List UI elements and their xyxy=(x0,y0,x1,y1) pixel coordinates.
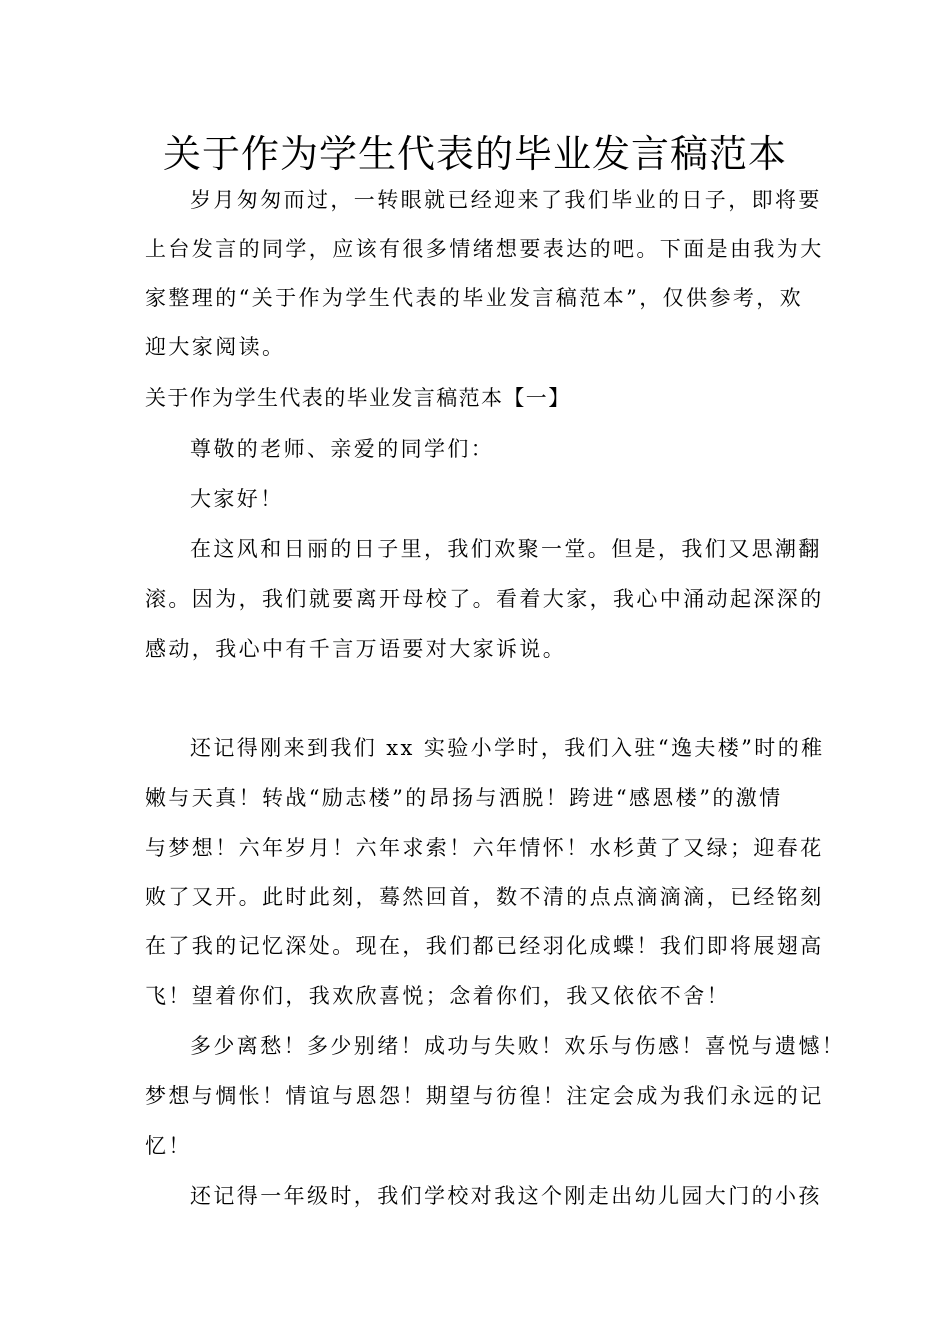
paragraph-line: 梦想与惆怅！情谊与恩怨！期望与彷徨！注定会成为我们永远的记 xyxy=(145,1084,824,1108)
paragraph-line: 多少离愁！多少别绪！成功与失败！欢乐与伤感！喜悦与遗憾！ xyxy=(190,1034,846,1058)
paragraph-line: 与梦想！六年岁月！六年求索！六年情怀！水杉黄了又绿；迎春花 xyxy=(145,836,824,860)
paragraph-line: 飞！望着你们，我欢欣喜悦；念着你们，我又依依不舍！ xyxy=(145,984,730,1008)
paragraph-line: 家整理的“关于作为学生代表的毕业发言稿范本”，仅供参考，欢 xyxy=(145,286,804,310)
paragraph-line: 嫩与天真！转战“励志楼”的昂扬与洒脱！跨进“感恩楼”的激情 xyxy=(145,786,783,810)
paragraph-line: 在这风和日丽的日子里，我们欢聚一堂。但是，我们又思潮翻 xyxy=(190,537,822,561)
salutation: 尊敬的老师、亲爱的同学们： xyxy=(190,437,495,461)
paragraph-line: 上台发言的同学，应该有很多情绪想要表达的吧。下面是由我为大 xyxy=(145,237,824,261)
paragraph-line: 滚。因为，我们就要离开母校了。看着大家，我心中涌动起深深的 xyxy=(145,587,824,611)
section-heading: 关于作为学生代表的毕业发言稿范本【一】 xyxy=(145,386,571,410)
paragraph-line: 还记得一年级时，我们学校对我这个刚走出幼儿园大门的小孩 xyxy=(190,1184,822,1208)
paragraph-line: 还记得刚来到我们 xx 实验小学时，我们入驻“逸夫楼”时的稚 xyxy=(190,736,825,760)
paragraph-line: 迎大家阅读。 xyxy=(145,335,286,359)
greeting: 大家好！ xyxy=(190,487,284,511)
paragraph-line: 败了又开。此时此刻，蓦然回首，数不清的点点滴滴滴，已经铭刻 xyxy=(145,885,824,909)
paragraph-line: 在了我的记忆深处。现在，我们都已经羽化成蝶！我们即将展翅高 xyxy=(145,934,824,958)
document-title: 关于作为学生代表的毕业发言稿范本 xyxy=(162,132,787,176)
paragraph-line: 忆！ xyxy=(145,1134,192,1158)
paragraph-line: 岁月匆匆而过，一转眼就已经迎来了我们毕业的日子，即将要 xyxy=(190,188,822,212)
paragraph-line: 感动，我心中有千言万语要对大家诉说。 xyxy=(145,637,567,661)
